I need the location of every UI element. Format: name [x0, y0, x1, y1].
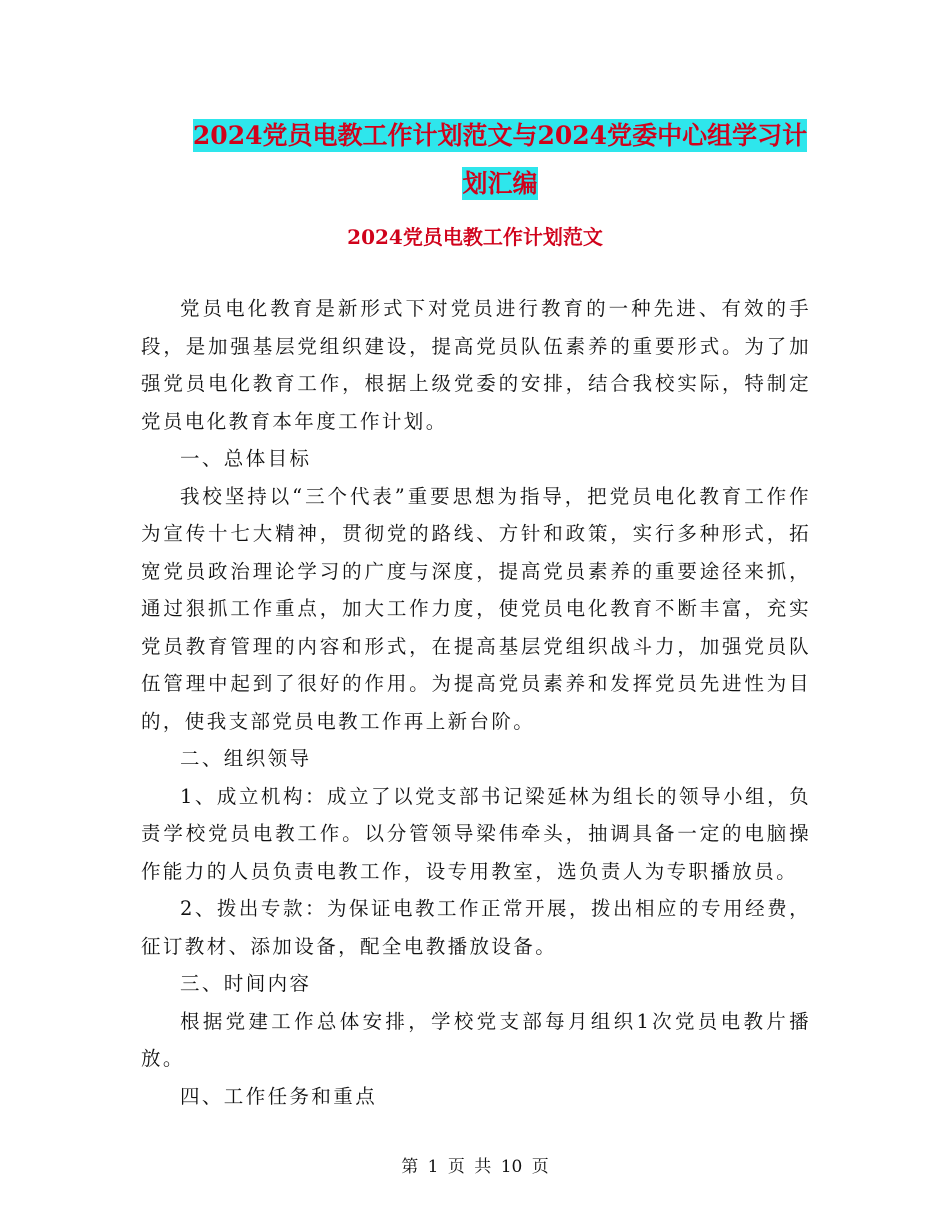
paragraph-time-content: 根据党建工作总体安排，学校党支部每月组织1次党员电教片播放。 — [141, 1009, 811, 1070]
document-title-line-2: 划汇编 — [462, 169, 538, 198]
heading-time-content: 三、时间内容 — [180, 972, 312, 995]
document-title — [120, 112, 880, 208]
heading-overall-goal: 一、总体目标 — [180, 447, 312, 470]
paragraph-allocate-funds: 2、拨出专款：为保证电教工作正常开展，拨出相应的专用经费，征订教材、添加设备，配全电教播放设备。 — [141, 897, 811, 958]
section-title: 2024党员电教工作计划范文 — [347, 225, 603, 249]
heading-organization: 二、组织领导 — [180, 747, 312, 770]
page-number-footer: 第 1 页 共 10 页 — [401, 1157, 549, 1177]
paragraph-intro: 党员电化教育是新形式下对党员进行教育的一种先进、有效的手段，是加强基层党组织建设，提高党员队伍素养的重要形式。为了加强党员电化教育工作，根据上级党委的安排，结合我校实际，特制定党员电化教育本年度工作计划。 — [141, 297, 811, 433]
paragraph-establish-body: 1、成立机构：成立了以党支部书记梁延林为组长的领导小组，负责学校党员电教工作。以分管领导梁伟牵头，抽调具备一定的电脑操作能力的人员负责电教工作，设专用教室，选负责人为专职播放员。 — [141, 784, 811, 883]
document-title-line-1: 2024党员电教工作计划范文与2024党委中心组学习计 — [192, 121, 808, 150]
document-body — [141, 290, 811, 1115]
paragraph-overall-goal: 我校坚持以“三个代表”重要思想为指导，把党员电化教育工作作为宣传十七大精神，贯彻党的路线、方针和政策，实行多种形式，拓宽党员政治理论学习的广度与深度，提高党员素养的重要途径来抓，通过狠抓工作重点，加大工作力度，使党员电化教育不断丰富，充实党员教育管理的内容和形式，在提高基层党组织战斗力，加强党员队伍管理中起到了很好的作用。为提高党员素养和发挥党员先进性为目的，使我支部党员电教工作再上新台阶。 — [141, 484, 811, 733]
heading-tasks: 四、工作任务和重点 — [180, 1084, 378, 1108]
